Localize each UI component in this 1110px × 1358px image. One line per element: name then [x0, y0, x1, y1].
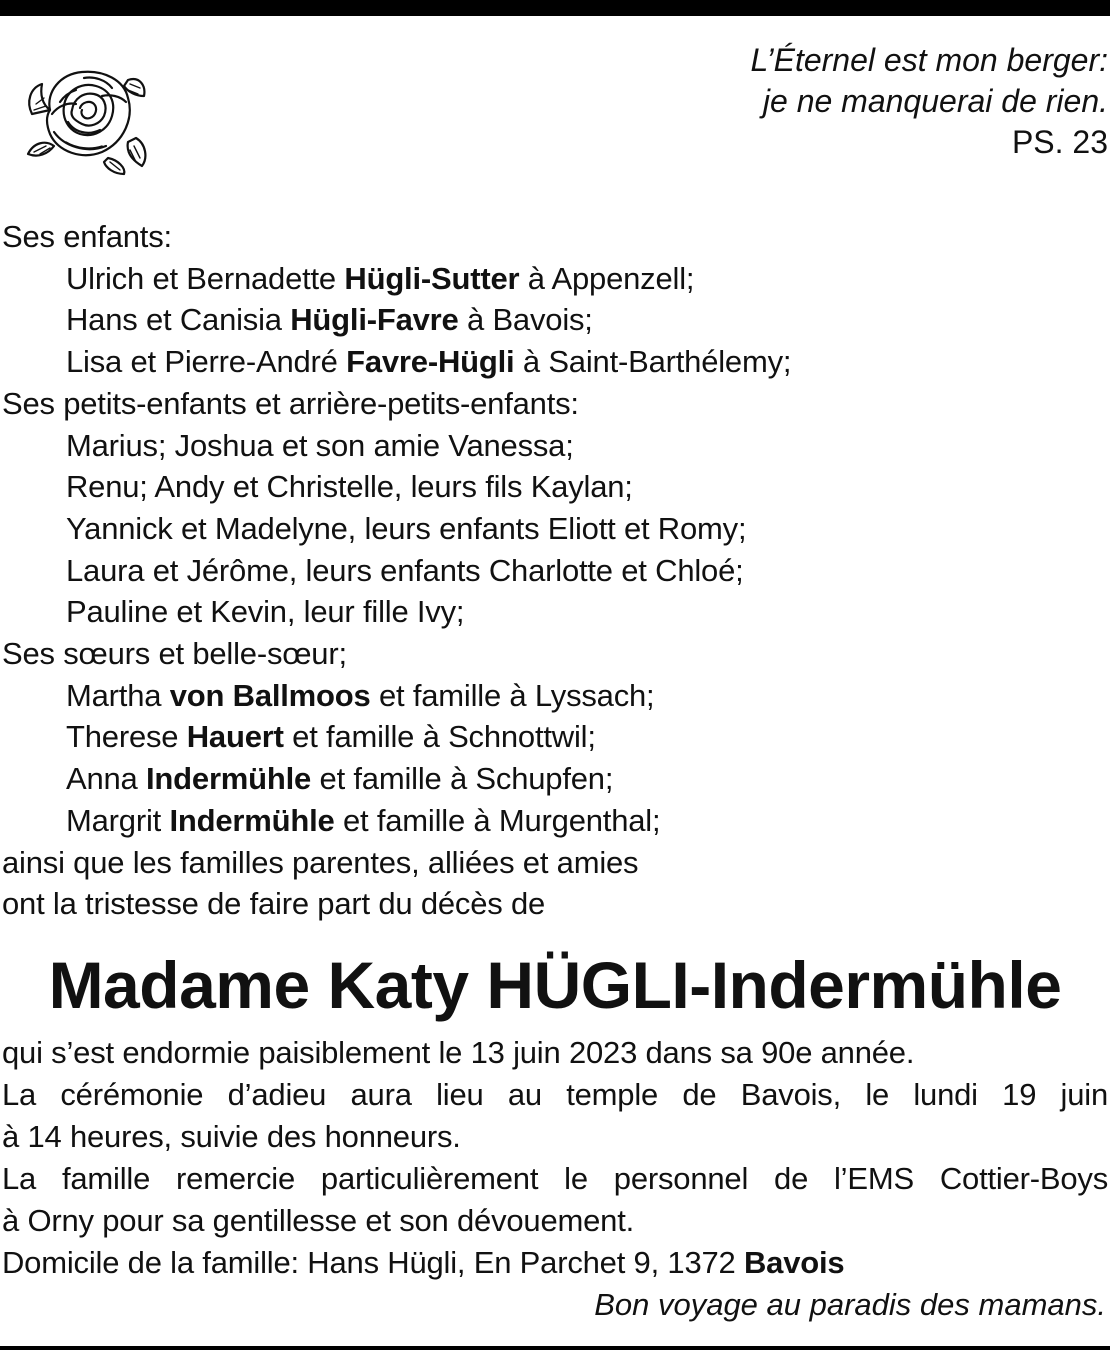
child-given-names: Hans et Canisia [66, 302, 291, 338]
closing-line: ont la tristesse de faire part du décès de [2, 886, 546, 922]
sister-family-name: Indermühle [169, 802, 335, 838]
child-entry [2, 258, 1108, 300]
farewell-message: Bon voyage au paradis des mamans. [594, 1287, 1106, 1322]
family-domicile [2, 1242, 1108, 1284]
child-location: à Bavois; [458, 302, 593, 338]
sister-entry [2, 800, 1108, 842]
sister-family-name: von Ballmoos [169, 677, 371, 713]
grandchild-entry: Pauline et Kevin, leur fille Ivy; [66, 594, 465, 630]
sister-given-name: Therese [66, 719, 187, 755]
ceremony-details [2, 1032, 1108, 1284]
sister-given-name: Martha [66, 677, 170, 713]
passing-statement: qui s’est endormie paisiblement le 13 juin 2023 dans sa 90e année. [2, 1035, 915, 1070]
sisters-heading: Ses sœurs et belle-sœur; [2, 636, 347, 672]
deceased-name: Madame Katy HÜGLI-Indermühle [48, 948, 1062, 1022]
psalm-verse [588, 40, 1108, 163]
grandchild-entry: Marius; Joshua et son amie Vanessa; [66, 427, 574, 463]
grandchild-entry: Laura et Jérôme, leurs enfants Charlotte et Chloé; [66, 552, 744, 588]
family-announcement [2, 216, 1108, 925]
bottom-rule [0, 1346, 1110, 1350]
child-family-name: Hügli-Favre [290, 302, 459, 338]
children-heading: Ses enfants: [2, 219, 172, 254]
sister-location: et famille à Murgenthal; [334, 802, 661, 838]
child-entry [2, 299, 1108, 341]
closing-line: ainsi que les familles parentes, alliées et amies [2, 844, 639, 880]
child-given-names: Lisa et Pierre-André [66, 344, 347, 380]
psalm-reference: PS. 23 [1011, 124, 1108, 160]
domicile-town: Bavois [743, 1245, 845, 1280]
thanks-line: La famille remercie particulièrement le personnel de l’EMS Cottier-Boys [2, 1161, 1108, 1196]
top-rule [0, 0, 1110, 16]
ceremony-line: La cérémonie d’adieu aura lieu au temple de Bavois, le lundi 19 juin [2, 1077, 1108, 1112]
child-family-name: Favre-Hügli [346, 344, 515, 380]
child-given-names: Ulrich et Bernadette [66, 260, 345, 296]
psalm-line-2: je ne manquerai de rien. [762, 83, 1108, 119]
sister-family-name: Indermühle [146, 761, 312, 797]
grandchild-entry: Renu; Andy et Christelle, leurs fils Kaylan; [66, 469, 633, 505]
ceremony-line: à 14 heures, suivie des honneurs. [2, 1119, 461, 1154]
sister-location: et famille à Lyssach; [370, 677, 655, 713]
child-location: à Saint-Barthélemy; [514, 344, 792, 380]
sister-family-name: Hauert [186, 719, 284, 755]
domicile-address: Domicile de la famille: Hans Hügli, En Parchet 9, 1372 [2, 1245, 744, 1280]
sister-entry [2, 716, 1108, 758]
sister-entry [2, 758, 1108, 800]
sister-location: et famille à Schnottwil; [283, 719, 596, 755]
grandchild-entry: Yannick et Madelyne, leurs enfants Eliott et Romy; [66, 510, 747, 546]
sister-entry [2, 675, 1108, 717]
sister-given-name: Margrit [66, 802, 170, 838]
child-entry [2, 341, 1108, 383]
child-location: à Appenzell; [519, 260, 695, 296]
thanks-line: à Orny pour sa gentillesse et son dévouement. [2, 1203, 635, 1238]
grandchildren-heading: Ses petits-enfants et arrière-petits-enfants: [2, 385, 579, 421]
child-family-name: Hügli-Sutter [344, 260, 520, 296]
sister-given-name: Anna [66, 761, 147, 797]
sister-location: et famille à Schupfen; [311, 761, 614, 797]
psalm-line-1: L’Éternel est mon berger: [750, 42, 1108, 78]
rose-icon [24, 62, 148, 176]
